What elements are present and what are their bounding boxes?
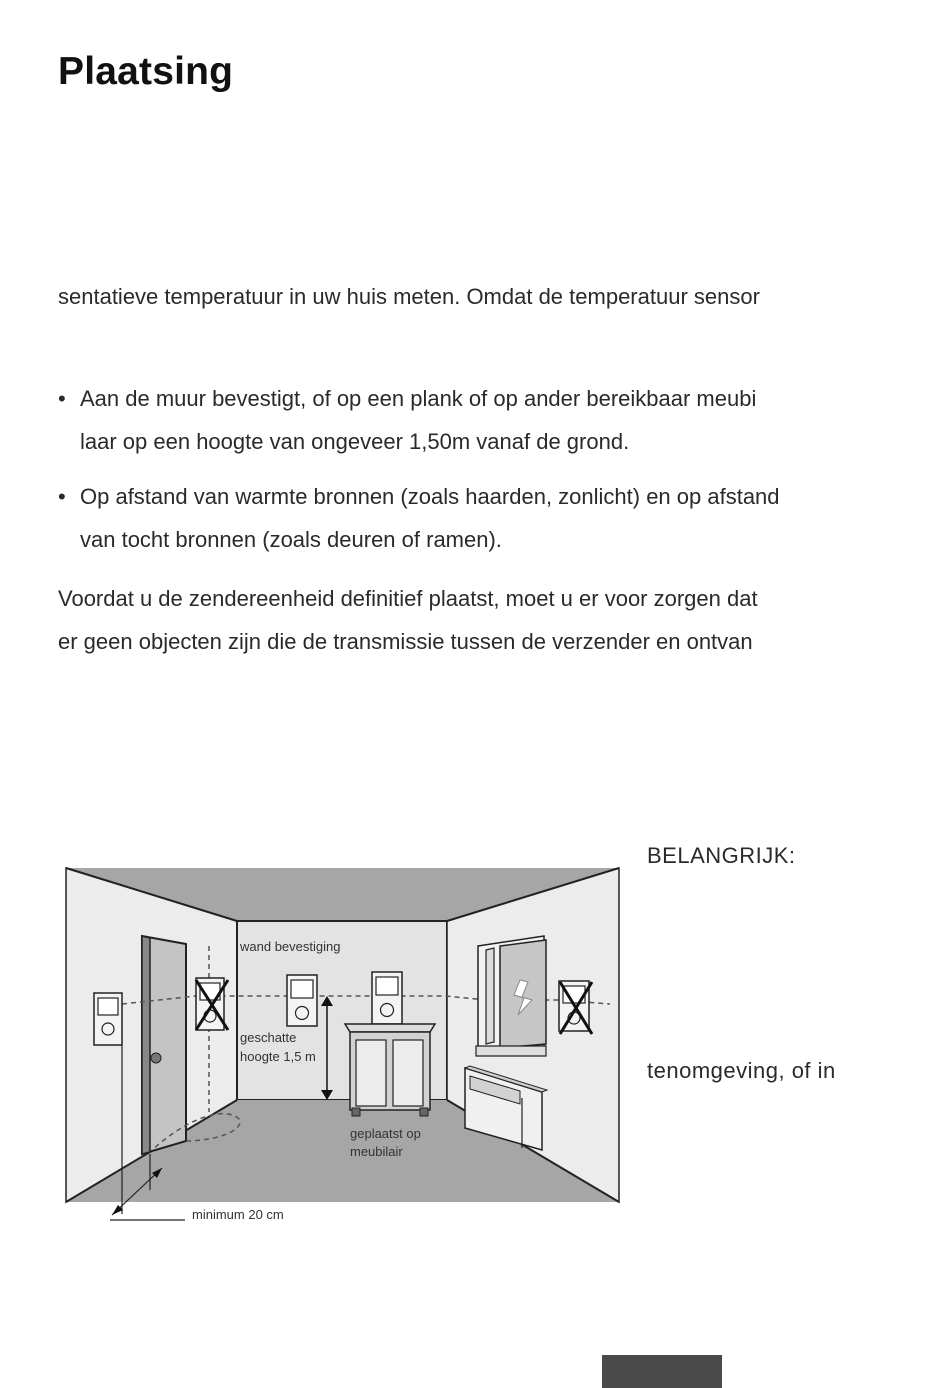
door-icon [142,936,186,1154]
important-heading: BELANGRIJK: [647,843,796,868]
thermostat-icon [287,975,317,1026]
window-icon [476,936,546,1056]
height-label: geschatte [240,1030,297,1045]
footer-bar [602,1355,722,1388]
placement-paragraph: Voordat u de zendereenheid definitief plaatst, moet u er voor zorgen dat er geen objecten zijn die de transmissie tussen de verzender en ontvan [58,586,758,654]
list-item-text: Aan de muur bevestigt, of op een plank of op ander bereikbaar meubi laar op een hoogte van ongeveer 1,50m vanaf de grond. [80,386,757,454]
list-item-text: Op afstand van warmte bronnen (zoals haarden, zonlicht) en op afstand van tocht bronnen (zoals deuren of ramen). [80,484,780,552]
thermostat-icon [94,993,122,1045]
height-label: hoogte 1,5 m [240,1049,316,1064]
thermostat-crossed-icon [559,981,592,1034]
page-title: Plaatsing [58,50,234,93]
thermostat-crossed-icon [196,978,228,1030]
furniture-label: meubilair [350,1144,403,1159]
thermostat-icon [372,972,402,1024]
furniture-label: geplaatst op [350,1126,421,1141]
bullet-icon: • [58,484,66,509]
bullet-icon: • [58,386,66,411]
wall-mount-label: wand bevestiging [240,939,341,954]
important-text: tenomgeving, of in [647,1058,836,1083]
minimum-distance-label: minimum 20 cm [192,1207,284,1222]
intro-paragraph: sentatieve temperatuur in uw huis meten. Omdat de temperatuur sensor [58,284,760,309]
furniture-cabinet-icon [345,1024,435,1116]
